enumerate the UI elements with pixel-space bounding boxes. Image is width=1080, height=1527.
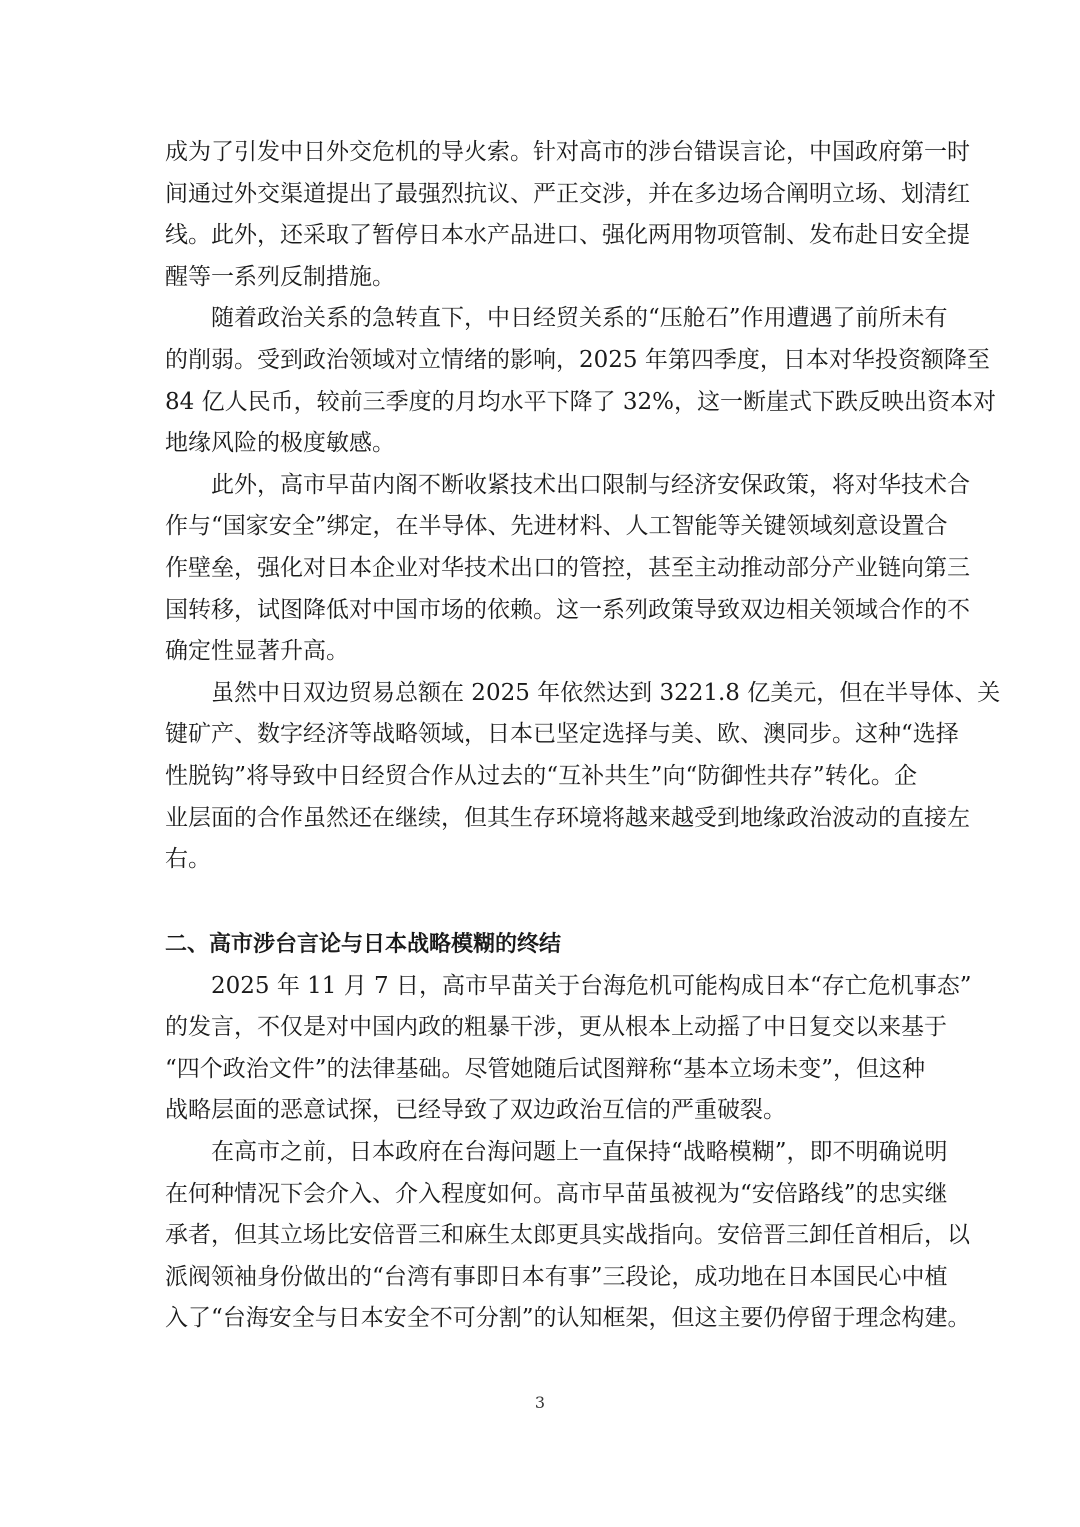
text-line: 在高市之前，日本政府在台海问题上一直保持“战略模糊”，即不明确说明 bbox=[211, 1139, 948, 1166]
text-line: 2025 年 11 月 7 日，高市早苗关于台海危机可能构成日本“存亡危机事态” bbox=[211, 972, 972, 999]
section-heading: 二、高市涉台言论与日本战略模糊的终结 bbox=[165, 931, 562, 957]
text-line: 间通过外交渠道提出了最强烈抗议、严正交涉，并在多边场合阐明立场、划清红 bbox=[165, 180, 970, 207]
text-line: 国转移，试图降低对中国市场的依赖。这一系列政策导致双边相关领域合作的不 bbox=[165, 596, 970, 623]
text-line: 的发言，不仅是对中国内政的粗暴干涉，更从根本上动摇了中日复交以来基于 bbox=[165, 1014, 947, 1041]
text-line: 作壁垒，强化对日本企业对华技术出口的管控，甚至主动推动部分产业链向第三 bbox=[165, 554, 970, 581]
text-line: 右。 bbox=[165, 846, 211, 873]
text-line: 的削弱。受到政治领域对立情绪的影响，2025 年第四季度，日本对华投资额降至 bbox=[165, 346, 990, 373]
paragraph bbox=[165, 673, 1001, 881]
text-line: 成为了引发中日外交危机的导火索。针对高市的涉台错误言论，中国政府第一时 bbox=[165, 139, 970, 165]
paragraph bbox=[165, 132, 970, 298]
text-line: “四个政治文件”的法律基础。尽管她随后试图辩称“基本立场未变”，但这种 bbox=[165, 1055, 926, 1082]
text-line: 确定性显著升高。 bbox=[165, 638, 349, 665]
paragraph bbox=[165, 298, 997, 464]
text-line: 派阀领袖身份做出的“台湾有事即日本有事”三段论，成功地在日本国民心中植 bbox=[165, 1263, 948, 1290]
text-line: 线。此外，还采取了暂停日本水产品进口、强化两用物项管制、发布赴日安全提 bbox=[165, 222, 970, 249]
text-line: 业层面的合作虽然还在继续，但其生存环境将越来越受到地缘政治波动的直接左 bbox=[165, 804, 970, 831]
paragraph bbox=[165, 1132, 971, 1340]
text-line: 醒等一系列反制措施。 bbox=[165, 263, 395, 290]
text-line: 虽然中日双边贸易总额在 2025 年依然达到 3221.8 亿美元，但在半导体、关 bbox=[211, 679, 1001, 706]
text-line: 战略层面的恶意试探，已经导致了双边政治互信的严重破裂。 bbox=[165, 1097, 786, 1124]
text-line: 地缘风险的极度敏感。 bbox=[165, 430, 395, 457]
document-body bbox=[165, 132, 1001, 1340]
text-line: 承者，但其立场比安倍晋三和麻生太郎更具实战指向。安倍晋三卸任首相后，以 bbox=[165, 1222, 970, 1249]
paragraph bbox=[165, 465, 970, 673]
page-number: 3 bbox=[534, 1393, 546, 1412]
text-line: 随着政治关系的急转直下，中日经贸关系的“压舱石”作用遭遇了前所未有 bbox=[211, 305, 948, 332]
text-line: 作与“国家安全”绑定，在半导体、先进材料、人工智能等关键领域刻意设置合 bbox=[165, 513, 948, 540]
text-line: 在何种情况下会介入、介入程度如何。高市早苗虽被视为“安倍路线”的忠实继 bbox=[165, 1180, 948, 1207]
text-line: 此外，高市早苗内阁不断收紧技术出口限制与经济安保政策，将对华技术合 bbox=[211, 471, 970, 498]
paragraph bbox=[165, 966, 972, 1132]
text-line: 性脱钩”将导致中日经贸合作从过去的“互补共生”向“防御性共存”转化。企 bbox=[165, 762, 917, 789]
text-line: 键矿产、数字经济等战略领域，日本已坚定选择与美、欧、澳同步。这种“选择 bbox=[165, 721, 959, 748]
text-line: 入了“台海安全与日本安全不可分割”的认知框架，但这主要仍停留于理念构建。 bbox=[165, 1305, 971, 1332]
text-line: 84 亿人民币，较前三季度的月均水平下降了 32%，这一断崖式下跌反映出资本对 bbox=[165, 388, 997, 415]
